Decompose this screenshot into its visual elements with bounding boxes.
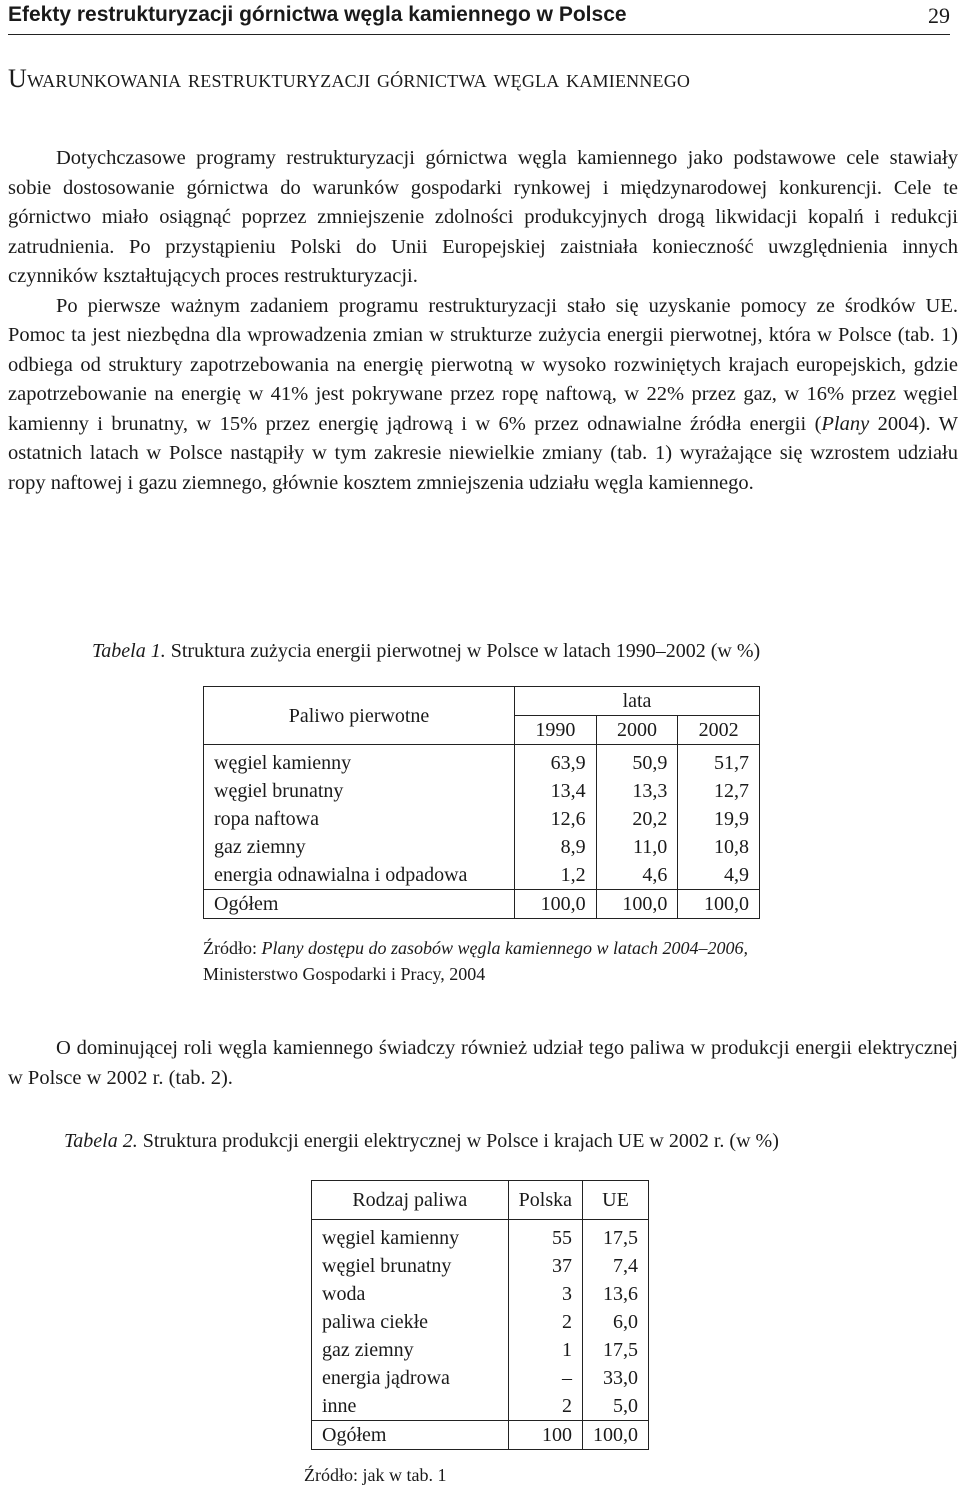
table-row	[204, 861, 760, 890]
table1-caption-label: Tabela 1.	[92, 640, 166, 662]
table2-caption-label: Tabela 2.	[64, 1130, 138, 1152]
table1-cell: 4,6	[596, 861, 678, 890]
table1-cell: 1,2	[515, 861, 597, 890]
body-text-bottom	[8, 1034, 958, 1093]
page-number: 29	[928, 3, 950, 28]
table2-cell: 7,4	[583, 1252, 649, 1280]
table1-source-title: Plany dostępu do zasobów węgla kamiennego w latach 2004–2006,	[261, 938, 748, 958]
table1-total-cell: 100,0	[515, 890, 597, 919]
table1-cell: 13,4	[515, 777, 597, 805]
table2-total-name: Ogółem	[312, 1421, 509, 1450]
table1-header-row	[204, 687, 760, 716]
table2-row-name: energia jądrowa	[312, 1364, 509, 1392]
table1-header-fuel: Paliwo pierwotne	[204, 687, 515, 745]
table2-cell: 55	[508, 1220, 582, 1253]
table-row	[312, 1220, 649, 1253]
table2-total-cell: 100,0	[583, 1421, 649, 1450]
table1-total-cell: 100,0	[678, 890, 760, 919]
table1-cell: 13,3	[596, 777, 678, 805]
table1-cell: 8,9	[515, 833, 597, 861]
table1	[203, 686, 760, 919]
table1-header-years: lata	[515, 687, 760, 716]
table-row	[312, 1308, 649, 1336]
table2-row-name: woda	[312, 1280, 509, 1308]
table1-source-line-1	[203, 935, 748, 961]
table2-cell: 6,0	[583, 1308, 649, 1336]
table2-total-cell: 100	[508, 1421, 582, 1450]
table2-cell: 33,0	[583, 1364, 649, 1392]
table2-cell: 3	[508, 1280, 582, 1308]
table-row	[312, 1280, 649, 1308]
table1-source-label: Źródło:	[203, 938, 257, 958]
table-row	[312, 1336, 649, 1364]
table2-total-row	[312, 1421, 649, 1450]
table2-header-row	[312, 1181, 649, 1220]
table2-cell: 37	[508, 1252, 582, 1280]
table1-cell: 51,7	[678, 745, 760, 778]
table1-cell: 10,8	[678, 833, 760, 861]
table2-row-name: gaz ziemny	[312, 1336, 509, 1364]
table2-header: Polska	[508, 1181, 582, 1220]
table1-cell: 19,9	[678, 805, 760, 833]
table1-cell: 63,9	[515, 745, 597, 778]
table1-row-name: węgiel brunatny	[204, 777, 515, 805]
table2-caption-text: Struktura produkcji energii elektrycznej w Polsce i krajach UE w 2002 r. (w %)	[137, 1130, 779, 1152]
paragraph-1: Dotychczasowe programy restrukturyzacji górnictwa węgla kamiennego jako podstawowe cele stawiały sobie dostosowanie górnictwa do warunków gospodarki rynkowej i międzynarodowej konkurencji. Cele te górnictwo miało osiągnąć poprzez zmniejszenie zdolności produkcyjnych drogą likwidacji kopalń i redukcji zatrudnienia. Po przystąpieniu Polski do Unii Europejskiej zaistniała konieczność uwzględnienia innych czynników kształtujących proces restrukturyzacji.	[8, 147, 958, 287]
table2-cell: 5,0	[583, 1392, 649, 1421]
table1-cell: 4,9	[678, 861, 760, 890]
table2-row-name: węgiel kamienny	[312, 1220, 509, 1253]
table2-row-name: inne	[312, 1392, 509, 1421]
table2-cell: 1	[508, 1336, 582, 1364]
table2-header: UE	[583, 1181, 649, 1220]
table1-source-line-2: Ministerstwo Gospodarki i Pracy, 2004	[203, 964, 486, 984]
table2-cell: 13,6	[583, 1280, 649, 1308]
table2-cell: 17,5	[583, 1220, 649, 1253]
table-row	[204, 777, 760, 805]
paragraph-3: O dominującej roli węgla kamiennego świadczy również udział tego paliwa w produkcji energii elektrycznej w Polsce w 2002 r. (tab. 2).	[8, 1037, 958, 1089]
table1-total-row	[204, 890, 760, 919]
table1-year: 2002	[678, 716, 760, 745]
running-head	[8, 0, 950, 35]
table1-total-name: Ogółem	[204, 890, 515, 919]
table2-row-name: paliwa ciekłe	[312, 1308, 509, 1336]
table2-row-name: węgiel brunatny	[312, 1252, 509, 1280]
table1-cell: 50,9	[596, 745, 678, 778]
table1-row-name: gaz ziemny	[204, 833, 515, 861]
table2-source: Źródło: jak w tab. 1	[304, 1465, 447, 1485]
table1-cell: 12,7	[678, 777, 760, 805]
table2-cell: 17,5	[583, 1336, 649, 1364]
table1-caption	[92, 640, 760, 663]
table2-cell: –	[508, 1364, 582, 1392]
table-row	[204, 745, 760, 778]
paragraph-2-part-a: Po pierwsze ważnym zadaniem programu restrukturyzacji stało się uzyskanie pomocy ze środków UE. Pomoc ta jest niezbędna dla wprowadzenia zmian w strukturze zużycia energii pierwotnej, która w Polsce (tab. 1) odbiega od struktury zapotrzebowania na energię pierwotną w wysoko rozwiniętych krajach europejskich, gdzie zapotrzebowanie na energię w 41% jest pokrywane przez ropę naftową, w 22% przez gaz, w 16% przez węgiel kamienny i brunatny, w 15% przez energię jądrową i w 6% przez odnawialne źródła energii (	[8, 294, 958, 435]
table-row	[312, 1392, 649, 1421]
table1-cell: 20,2	[596, 805, 678, 833]
table-row	[312, 1364, 649, 1392]
table1-row-name: energia odnawialna i odpadowa	[204, 861, 515, 890]
paragraph-2	[8, 292, 958, 499]
table-row	[204, 833, 760, 861]
table2-cell: 2	[508, 1392, 582, 1421]
table1-row-name: ropa naftowa	[204, 805, 515, 833]
table-row	[312, 1252, 649, 1280]
paragraph-2-citation: Plany	[821, 412, 870, 435]
table1-source	[203, 935, 748, 987]
running-head-title: Efekty restrukturyzacji górnictwa węgla kamiennego w Polsce	[8, 3, 627, 26]
table2-caption	[64, 1130, 779, 1153]
table2-cell: 2	[508, 1308, 582, 1336]
table1-cell: 12,6	[515, 805, 597, 833]
table1-total-cell: 100,0	[596, 890, 678, 919]
section-heading: Uwarunkowania restrukturyzacji górnictwa węgla kamiennego	[8, 64, 691, 93]
body-text-top	[8, 144, 958, 498]
table-row	[204, 805, 760, 833]
table2	[311, 1180, 649, 1450]
table1-caption-text: Struktura zużycia energii pierwotnej w Polsce w latach 1990–2002 (w %)	[165, 640, 761, 662]
table1-year: 2000	[596, 716, 678, 745]
paragraph-2-part-b: 2004). W ostatnich latach w Polsce nastąpiły w tym zakresie niewielkie zmiany (tab. 1) wyrażające się wzrostem udziału ropy naftowej i gazu ziemnego, głównie kosztem zmniejszenia udziału węgla kamiennego.	[8, 412, 958, 494]
table2-header: Rodzaj paliwa	[312, 1181, 509, 1220]
table1-cell: 11,0	[596, 833, 678, 861]
table1-year: 1990	[515, 716, 597, 745]
table1-row-name: węgiel kamienny	[204, 745, 515, 778]
